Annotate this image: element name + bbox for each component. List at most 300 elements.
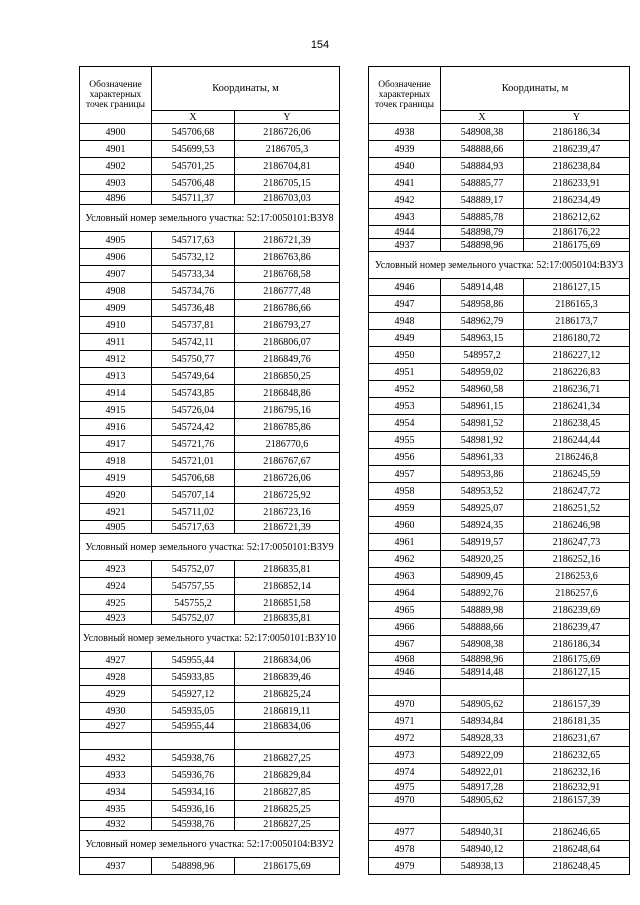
point-cell: 4949 — [369, 330, 441, 347]
y-coordinate-cell: 2186165,3 — [524, 296, 630, 313]
y-coordinate-cell: 2186186,34 — [524, 124, 630, 141]
table-row — [80, 249, 340, 266]
point-cell: 4941 — [369, 175, 441, 192]
y-header: Y — [235, 111, 340, 124]
point-cell: 4940 — [369, 158, 441, 175]
x-coordinate-cell: 545734,76 — [152, 283, 235, 300]
point-cell: 4916 — [80, 419, 152, 436]
table-row — [369, 602, 630, 619]
y-coordinate-cell: 2186850,25 — [235, 368, 340, 385]
x-coordinate-cell: 545742,11 — [152, 334, 235, 351]
x-coordinate-cell: 545755,2 — [152, 595, 235, 612]
point-cell: 4933 — [80, 767, 152, 784]
x-coordinate-cell: 548909,45 — [441, 568, 524, 585]
point-cell: 4923 — [80, 561, 152, 578]
x-coordinate-cell: 548884,93 — [441, 158, 524, 175]
point-header: Обозначение характерных точек границы — [80, 67, 152, 124]
point-cell: 4977 — [369, 824, 441, 841]
table-row — [369, 764, 630, 781]
x-coordinate-cell: 545749,64 — [152, 368, 235, 385]
x-coordinate-cell: 548928,33 — [441, 730, 524, 747]
x-coordinate-cell: 545699,53 — [152, 141, 235, 158]
x-coordinate-cell: 548889,17 — [441, 192, 524, 209]
y-coordinate-cell: 2186819,11 — [235, 703, 340, 720]
point-cell: 4966 — [369, 619, 441, 636]
x-coordinate-cell: 548898,96 — [441, 653, 524, 666]
y-coordinate-cell: 2186257,6 — [524, 585, 630, 602]
table-row — [369, 619, 630, 636]
point-cell: 4967 — [369, 636, 441, 653]
y-coordinate-cell: 2186231,67 — [524, 730, 630, 747]
table-row — [369, 239, 630, 252]
table-row — [80, 652, 340, 669]
x-coordinate-cell: 548957,2 — [441, 347, 524, 364]
left-coordinates-table — [79, 66, 340, 875]
x-coordinate-cell: 548960,58 — [441, 381, 524, 398]
table-row — [80, 750, 340, 767]
x-coordinate-cell: 548920,25 — [441, 551, 524, 568]
section-title: Условный номер земельного участка: 52:17:0050104:ВЗУ2 — [80, 831, 340, 858]
y-coordinate-cell: 2186726,06 — [235, 470, 340, 487]
point-cell: 4937 — [80, 858, 152, 875]
point-cell: 4961 — [369, 534, 441, 551]
empty-row — [369, 679, 630, 696]
table-row — [80, 561, 340, 578]
x-coordinate-cell: 545743,85 — [152, 385, 235, 402]
point-cell: 4948 — [369, 313, 441, 330]
point-cell: 4971 — [369, 713, 441, 730]
table-row — [80, 470, 340, 487]
point-cell: 4911 — [80, 334, 152, 351]
section-title: Условный номер земельного участка: 52:17:0050101:ВЗУ8 — [80, 205, 340, 232]
point-cell: 4951 — [369, 364, 441, 381]
y-coordinate-cell: 2186244,44 — [524, 432, 630, 449]
y-coordinate-cell: 2186247,73 — [524, 534, 630, 551]
x-coordinate-cell: 545701,25 — [152, 158, 235, 175]
point-cell: 4974 — [369, 764, 441, 781]
x-coordinate-cell: 545733,34 — [152, 266, 235, 283]
x-header: X — [152, 111, 235, 124]
y-coordinate-cell: 2186252,16 — [524, 551, 630, 568]
empty-cell — [441, 807, 524, 824]
x-coordinate-cell: 548898,96 — [441, 239, 524, 252]
y-coordinate-cell: 2186226,83 — [524, 364, 630, 381]
y-coordinate-cell: 2186232,65 — [524, 747, 630, 764]
x-coordinate-cell: 548958,86 — [441, 296, 524, 313]
point-cell: 4921 — [80, 504, 152, 521]
table-row — [80, 158, 340, 175]
table-row — [369, 313, 630, 330]
y-coordinate-cell: 2186173,7 — [524, 313, 630, 330]
x-coordinate-cell: 545933,85 — [152, 669, 235, 686]
table-row — [369, 653, 630, 666]
point-cell: 4978 — [369, 841, 441, 858]
x-coordinate-cell: 548908,38 — [441, 124, 524, 141]
left-table-body — [80, 124, 340, 875]
y-coordinate-cell: 2186246,98 — [524, 517, 630, 534]
point-cell: 4905 — [80, 232, 152, 249]
point-cell: 4968 — [369, 653, 441, 666]
point-cell: 4907 — [80, 266, 152, 283]
y-coordinate-cell: 2186806,07 — [235, 334, 340, 351]
empty-cell — [369, 807, 441, 824]
x-coordinate-cell: 548981,92 — [441, 432, 524, 449]
table-row — [369, 192, 630, 209]
y-coordinate-cell: 2186181,35 — [524, 713, 630, 730]
table-row — [80, 124, 340, 141]
y-coordinate-cell: 2186785,86 — [235, 419, 340, 436]
x-coordinate-cell: 545927,12 — [152, 686, 235, 703]
x-coordinate-cell: 545955,44 — [152, 720, 235, 733]
y-coordinate-cell: 2186851,58 — [235, 595, 340, 612]
table-row — [80, 858, 340, 875]
y-coordinate-cell: 2186175,69 — [524, 239, 630, 252]
empty-row — [80, 733, 340, 750]
x-coordinate-cell: 548981,52 — [441, 415, 524, 432]
point-cell: 4950 — [369, 347, 441, 364]
point-cell: 4960 — [369, 517, 441, 534]
table-row — [369, 781, 630, 794]
empty-cell — [441, 679, 524, 696]
x-coordinate-cell: 548940,31 — [441, 824, 524, 841]
point-cell: 4909 — [80, 300, 152, 317]
y-coordinate-cell: 2186825,24 — [235, 686, 340, 703]
point-cell: 4944 — [369, 226, 441, 239]
point-cell: 4913 — [80, 368, 152, 385]
y-coordinate-cell: 2186827,25 — [235, 818, 340, 831]
y-coordinate-cell: 2186186,34 — [524, 636, 630, 653]
point-cell: 4925 — [80, 595, 152, 612]
table-row — [80, 283, 340, 300]
y-coordinate-cell: 2186175,69 — [235, 858, 340, 875]
x-coordinate-cell: 545750,77 — [152, 351, 235, 368]
table-row — [80, 385, 340, 402]
section-row — [80, 534, 340, 561]
table-row — [369, 824, 630, 841]
y-coordinate-cell: 2186834,06 — [235, 652, 340, 669]
x-coordinate-cell: 545935,05 — [152, 703, 235, 720]
point-cell: 4920 — [80, 487, 152, 504]
point-cell: 4912 — [80, 351, 152, 368]
table-row — [369, 666, 630, 679]
y-coordinate-cell: 2186236,71 — [524, 381, 630, 398]
table-row — [80, 784, 340, 801]
point-cell: 4973 — [369, 747, 441, 764]
point-cell: 4970 — [369, 696, 441, 713]
point-cell: 4903 — [80, 175, 152, 192]
point-cell: 4975 — [369, 781, 441, 794]
point-cell: 4919 — [80, 470, 152, 487]
y-coordinate-cell: 2186175,69 — [524, 653, 630, 666]
y-coordinate-cell: 2186770,6 — [235, 436, 340, 453]
x-coordinate-cell: 548938,13 — [441, 858, 524, 875]
point-cell: 4896 — [80, 192, 152, 205]
x-coordinate-cell: 548888,66 — [441, 619, 524, 636]
x-coordinate-cell: 545726,04 — [152, 402, 235, 419]
section-row — [369, 252, 630, 279]
table-row — [80, 578, 340, 595]
point-cell: 4939 — [369, 141, 441, 158]
x-coordinate-cell: 548898,79 — [441, 226, 524, 239]
table-row — [369, 364, 630, 381]
y-coordinate-cell: 2186725,92 — [235, 487, 340, 504]
table-row — [369, 466, 630, 483]
table-row — [369, 415, 630, 432]
table-row — [369, 141, 630, 158]
table-row — [80, 703, 340, 720]
y-coordinate-cell: 2186246,8 — [524, 449, 630, 466]
y-coordinate-cell: 2186827,85 — [235, 784, 340, 801]
table-row — [80, 232, 340, 249]
point-cell: 4964 — [369, 585, 441, 602]
x-coordinate-cell: 545936,16 — [152, 801, 235, 818]
point-cell: 4956 — [369, 449, 441, 466]
y-coordinate-cell: 2186834,06 — [235, 720, 340, 733]
point-cell: 4905 — [80, 521, 152, 534]
point-cell: 4953 — [369, 398, 441, 415]
table-row — [80, 419, 340, 436]
y-coordinate-cell: 2186705,15 — [235, 175, 340, 192]
y-coordinate-cell: 2186157,39 — [524, 794, 630, 807]
x-coordinate-cell: 545938,76 — [152, 818, 235, 831]
right-table-body — [369, 124, 630, 875]
y-coordinate-cell: 2186767,67 — [235, 453, 340, 470]
table-row — [369, 747, 630, 764]
x-coordinate-cell: 548885,77 — [441, 175, 524, 192]
point-cell: 4906 — [80, 249, 152, 266]
point-cell: 4958 — [369, 483, 441, 500]
table-row — [369, 551, 630, 568]
table-row — [369, 585, 630, 602]
y-coordinate-cell: 2186239,47 — [524, 141, 630, 158]
y-coordinate-cell: 2186248,64 — [524, 841, 630, 858]
y-coordinate-cell: 2186248,45 — [524, 858, 630, 875]
point-cell: 4946 — [369, 666, 441, 679]
x-coordinate-cell: 545721,76 — [152, 436, 235, 453]
x-coordinate-cell: 548925,07 — [441, 500, 524, 517]
point-cell: 4959 — [369, 500, 441, 517]
x-coordinate-cell: 548963,15 — [441, 330, 524, 347]
point-cell: 4947 — [369, 296, 441, 313]
x-coordinate-cell: 548922,01 — [441, 764, 524, 781]
table-row — [80, 175, 340, 192]
table-row — [80, 334, 340, 351]
point-cell: 4902 — [80, 158, 152, 175]
table-row — [369, 500, 630, 517]
section-row — [80, 625, 340, 652]
empty-cell — [524, 679, 630, 696]
point-cell: 4901 — [80, 141, 152, 158]
y-coordinate-cell: 2186849,76 — [235, 351, 340, 368]
point-cell: 4943 — [369, 209, 441, 226]
y-coordinate-cell: 2186705,3 — [235, 141, 340, 158]
table-row — [369, 636, 630, 653]
y-coordinate-cell: 2186721,39 — [235, 232, 340, 249]
point-cell: 4963 — [369, 568, 441, 585]
point-cell: 4934 — [80, 784, 152, 801]
x-coordinate-cell: 548914,48 — [441, 666, 524, 679]
point-cell: 4918 — [80, 453, 152, 470]
point-cell: 4927 — [80, 720, 152, 733]
x-coordinate-cell: 548919,57 — [441, 534, 524, 551]
table-row — [369, 841, 630, 858]
section-title: Условный номер земельного участка: 52:17:0050101:ВЗУ10 — [80, 625, 340, 652]
y-coordinate-cell: 2186239,69 — [524, 602, 630, 619]
x-coordinate-cell: 545711,02 — [152, 504, 235, 521]
y-coordinate-cell: 2186777,48 — [235, 283, 340, 300]
point-cell: 4955 — [369, 432, 441, 449]
y-header: Y — [524, 111, 630, 124]
y-coordinate-cell: 2186704,81 — [235, 158, 340, 175]
y-coordinate-cell: 2186251,52 — [524, 500, 630, 517]
y-coordinate-cell: 2186835,81 — [235, 612, 340, 625]
x-coordinate-cell: 548892,76 — [441, 585, 524, 602]
section-row — [80, 831, 340, 858]
y-coordinate-cell: 2186245,59 — [524, 466, 630, 483]
y-coordinate-cell: 2186233,91 — [524, 175, 630, 192]
point-cell: 4970 — [369, 794, 441, 807]
table-row — [80, 436, 340, 453]
x-coordinate-cell: 545736,48 — [152, 300, 235, 317]
table-row — [369, 398, 630, 415]
y-coordinate-cell: 2186721,39 — [235, 521, 340, 534]
table-row — [80, 612, 340, 625]
x-coordinate-cell: 545717,63 — [152, 521, 235, 534]
y-coordinate-cell: 2186241,34 — [524, 398, 630, 415]
x-coordinate-cell: 545752,07 — [152, 561, 235, 578]
table-row — [80, 720, 340, 733]
table-row — [80, 504, 340, 521]
y-coordinate-cell: 2186234,49 — [524, 192, 630, 209]
table-row — [369, 794, 630, 807]
point-cell: 4946 — [369, 279, 441, 296]
table-row — [369, 381, 630, 398]
x-coordinate-cell: 545721,01 — [152, 453, 235, 470]
table-row — [369, 175, 630, 192]
table-row — [80, 595, 340, 612]
y-coordinate-cell: 2186786,66 — [235, 300, 340, 317]
table-row — [80, 402, 340, 419]
y-coordinate-cell: 2186848,86 — [235, 385, 340, 402]
point-cell: 4917 — [80, 436, 152, 453]
y-coordinate-cell: 2186232,91 — [524, 781, 630, 794]
y-coordinate-cell: 2186726,06 — [235, 124, 340, 141]
x-coordinate-cell: 548905,62 — [441, 696, 524, 713]
y-coordinate-cell: 2186852,14 — [235, 578, 340, 595]
point-cell: 4957 — [369, 466, 441, 483]
y-coordinate-cell: 2186723,16 — [235, 504, 340, 521]
x-coordinate-cell: 548908,38 — [441, 636, 524, 653]
x-coordinate-cell: 548914,48 — [441, 279, 524, 296]
table-row — [80, 521, 340, 534]
table-row — [369, 279, 630, 296]
x-coordinate-cell: 545955,44 — [152, 652, 235, 669]
y-coordinate-cell: 2186247,72 — [524, 483, 630, 500]
point-cell: 4937 — [369, 239, 441, 252]
section-title: Условный номер земельного участка: 52:17:0050104:ВЗУ3 — [369, 252, 630, 279]
x-coordinate-cell: 545732,12 — [152, 249, 235, 266]
table-row — [80, 141, 340, 158]
x-coordinate-cell: 548953,86 — [441, 466, 524, 483]
table-row — [369, 124, 630, 141]
left-coordinates-table-container — [79, 66, 340, 875]
point-cell: 4930 — [80, 703, 152, 720]
right-coordinates-table — [368, 66, 630, 875]
y-coordinate-cell: 2186212,62 — [524, 209, 630, 226]
point-cell: 4965 — [369, 602, 441, 619]
point-cell: 4935 — [80, 801, 152, 818]
y-coordinate-cell: 2186835,81 — [235, 561, 340, 578]
x-coordinate-cell: 548959,02 — [441, 364, 524, 381]
y-coordinate-cell: 2186127,15 — [524, 666, 630, 679]
empty-cell — [524, 807, 630, 824]
empty-cell — [152, 733, 235, 750]
point-cell: 4908 — [80, 283, 152, 300]
x-coordinate-cell: 545717,63 — [152, 232, 235, 249]
table-row — [80, 368, 340, 385]
table-row — [80, 317, 340, 334]
point-cell: 4932 — [80, 818, 152, 831]
y-coordinate-cell: 2186176,22 — [524, 226, 630, 239]
y-coordinate-cell: 2186827,25 — [235, 750, 340, 767]
table-row — [369, 296, 630, 313]
x-coordinate-cell: 545706,68 — [152, 470, 235, 487]
y-coordinate-cell: 2186127,15 — [524, 279, 630, 296]
x-coordinate-cell: 548961,33 — [441, 449, 524, 466]
table-row — [80, 453, 340, 470]
point-cell: 4915 — [80, 402, 152, 419]
section-row — [80, 205, 340, 232]
x-coordinate-cell: 548885,78 — [441, 209, 524, 226]
x-coordinate-cell: 545724,42 — [152, 419, 235, 436]
x-coordinate-cell: 548905,62 — [441, 794, 524, 807]
table-row — [369, 534, 630, 551]
empty-cell — [235, 733, 340, 750]
y-coordinate-cell: 2186232,16 — [524, 764, 630, 781]
table-row — [369, 209, 630, 226]
y-coordinate-cell: 2186238,84 — [524, 158, 630, 175]
empty-cell — [369, 679, 441, 696]
table-row — [80, 686, 340, 703]
x-coordinate-cell: 545936,76 — [152, 767, 235, 784]
empty-cell — [80, 733, 152, 750]
point-cell: 4952 — [369, 381, 441, 398]
x-coordinate-cell: 548888,66 — [441, 141, 524, 158]
y-coordinate-cell: 2186795,16 — [235, 402, 340, 419]
point-cell: 4932 — [80, 750, 152, 767]
table-row — [80, 767, 340, 784]
empty-row — [369, 807, 630, 824]
x-coordinate-cell: 548922,09 — [441, 747, 524, 764]
point-cell: 4962 — [369, 551, 441, 568]
table-row — [369, 517, 630, 534]
y-coordinate-cell: 2186703,03 — [235, 192, 340, 205]
right-coordinates-table-container — [368, 66, 630, 875]
table-row — [369, 696, 630, 713]
x-coordinate-cell: 545706,48 — [152, 175, 235, 192]
point-header: Обозначение характерных точек границы — [369, 67, 441, 124]
table-row — [80, 669, 340, 686]
x-coordinate-cell: 548924,35 — [441, 517, 524, 534]
y-coordinate-cell: 2186227,12 — [524, 347, 630, 364]
y-coordinate-cell: 2186825,25 — [235, 801, 340, 818]
table-row — [80, 351, 340, 368]
coords-header: Координаты, м — [441, 67, 630, 111]
y-coordinate-cell: 2186238,45 — [524, 415, 630, 432]
y-coordinate-cell: 2186253,6 — [524, 568, 630, 585]
point-cell: 4910 — [80, 317, 152, 334]
x-header: X — [441, 111, 524, 124]
